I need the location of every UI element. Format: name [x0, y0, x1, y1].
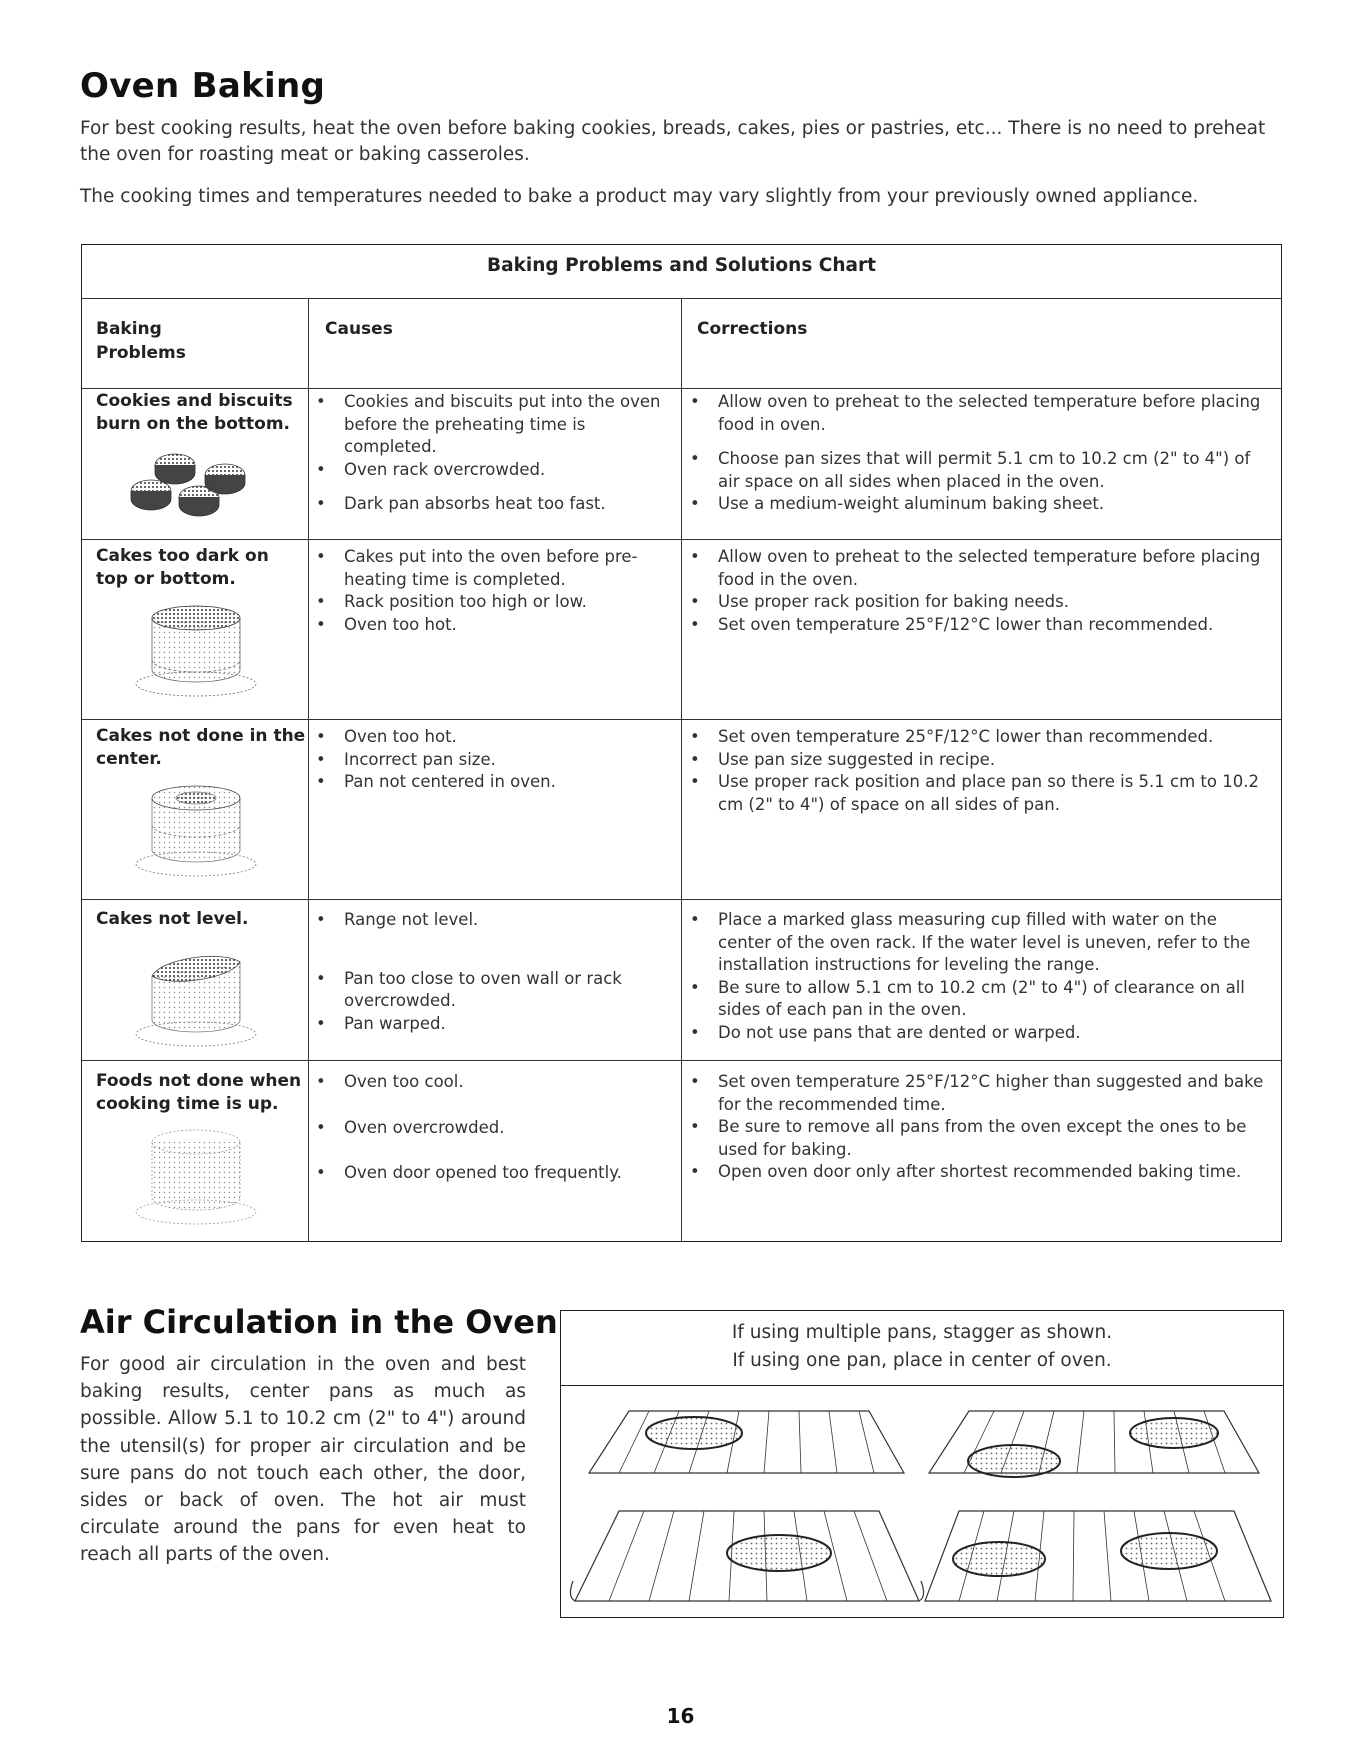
caption-line-1: If using multiple pans, stagger as shown.	[731, 1322, 1113, 1343]
air-circulation-title: Air Circulation in the Oven	[80, 1303, 558, 1341]
dark-cake-illustration	[132, 600, 267, 700]
undone-cake-illustration	[132, 780, 267, 880]
causes-list	[314, 726, 664, 794]
list-item: • Choose pan sizes that will permit 5.1 cm to 10.2 cm (2" to 4") of air space on all sides when placed in the oven.	[688, 448, 1273, 493]
list-item: • Oven too hot.	[314, 726, 664, 749]
list-item: • Place a marked glass measuring cup filled with water on the center of the oven rack. If the water level is uneven, refer to the installation instructions for leveling the range.	[688, 909, 1273, 977]
list-item: • Oven too cool.	[314, 1071, 664, 1094]
intro-paragraph-2: The cooking times and temperatures needed to bake a product may vary slightly from your previously owned appliance.	[80, 186, 1199, 207]
header-problems: Baking Problems	[96, 319, 186, 363]
tilted-cake-illustration	[132, 950, 267, 1050]
problem-label: Cookies and biscuits burn on the bottom.	[96, 391, 293, 434]
header-causes: Causes	[325, 319, 393, 339]
list-item: • Use proper rack position for baking needs.	[688, 591, 1273, 614]
list-item: • Pan warped.	[314, 1013, 664, 1036]
intro-paragraph-1: For best cooking results, heat the oven before baking cookies, breads, cakes, pies or pastries, etc... There is no need to preheat the oven for roasting meat or baking casseroles.	[80, 118, 1266, 165]
corrections-list	[688, 726, 1273, 816]
list-item: • Do not use pans that are dented or warped.	[688, 1022, 1273, 1045]
list-item: • Use proper rack position and place pan so there is 5.1 cm to 10.2 cm (2" to 4") of space on all sides of pan.	[688, 771, 1273, 816]
list-item: • Use a medium-weight aluminum baking sheet.	[688, 493, 1273, 516]
causes-list	[314, 1071, 664, 1185]
list-item: • Allow oven to preheat to the selected temperature before placing food in oven.	[688, 391, 1273, 436]
baking-problems-chart	[81, 244, 1282, 1242]
list-item: • Oven door opened too frequently.	[314, 1162, 664, 1185]
list-item: • Cakes put into the oven before pre-heating time is completed.	[314, 546, 664, 591]
list-item: • Pan not centered in oven.	[314, 771, 664, 794]
figure-caption	[561, 1319, 1283, 1375]
list-item: • Dark pan absorbs heat too fast.	[314, 493, 664, 516]
chart-title: Baking Problems and Solutions Chart	[487, 255, 876, 276]
list-item: • Incorrect pan size.	[314, 749, 664, 772]
problem-label: Foods not done when cooking time is up.	[96, 1071, 302, 1114]
caption-line-2: If using one pan, place in center of oven.	[732, 1350, 1112, 1371]
pan-placement-figure	[560, 1310, 1284, 1618]
list-item: • Allow oven to preheat to the selected temperature before placing food in the oven.	[688, 546, 1273, 591]
list-item: • Open oven door only after shortest recommended baking time.	[688, 1161, 1273, 1184]
list-item: • Be sure to remove all pans from the oven except the ones to be used for baking.	[688, 1116, 1273, 1161]
causes-list	[314, 391, 664, 516]
corrections-list	[688, 391, 1273, 516]
header-corrections: Corrections	[697, 319, 808, 339]
page-title: Oven Baking	[80, 66, 326, 106]
causes-list	[314, 909, 664, 1035]
corrections-list	[688, 909, 1273, 1044]
list-item: • Oven rack overcrowded.	[314, 459, 664, 482]
corrections-list	[688, 1071, 1273, 1184]
list-item: • Be sure to allow 5.1 cm to 10.2 cm (2" to 4") of clearance on all sides of each pan in the oven.	[688, 977, 1273, 1022]
list-item: • Rack position too high or low.	[314, 591, 664, 614]
list-item: • Oven overcrowded.	[314, 1117, 664, 1140]
problem-label: Cakes not done in the center.	[96, 726, 306, 769]
causes-list	[314, 546, 664, 636]
list-item: • Range not level.	[314, 909, 664, 932]
list-item: • Set oven temperature 25°F/12°C higher than suggested and bake for the recommended time.	[688, 1071, 1273, 1116]
problem-label: Cakes too dark on top or bottom.	[96, 546, 269, 589]
list-item: • Pan too close to oven wall or rack overcrowded.	[314, 968, 664, 1013]
page-number: 16	[666, 1704, 695, 1728]
list-item: • Oven too hot.	[314, 614, 664, 637]
list-item: • Cookies and biscuits put into the oven before the preheating time is completed.	[314, 391, 664, 459]
cookies-illustration	[127, 445, 267, 525]
list-item: • Use pan size suggested in recipe.	[688, 749, 1273, 772]
list-item: • Set oven temperature 25°F/12°C lower than recommended.	[688, 726, 1273, 749]
problem-label: Cakes not level.	[96, 909, 249, 929]
list-item: • Set oven temperature 25°F/12°C lower than recommended.	[688, 614, 1273, 637]
pale-cake-illustration	[132, 1120, 267, 1230]
oven-racks-with-pans-illustration	[569, 1401, 1277, 1611]
air-circulation-body: For good air circulation in the oven and best baking results, center pans as much as possible. Allow 5.1 to 10.2 cm (2" to 4") around the utensil(s) for proper air circulation and be sure pans do not touch each other, the door, sides or back of oven. The hot air must circulate around the pans for even heat to reach all parts of the oven.	[80, 1354, 526, 1566]
corrections-list	[688, 546, 1273, 636]
